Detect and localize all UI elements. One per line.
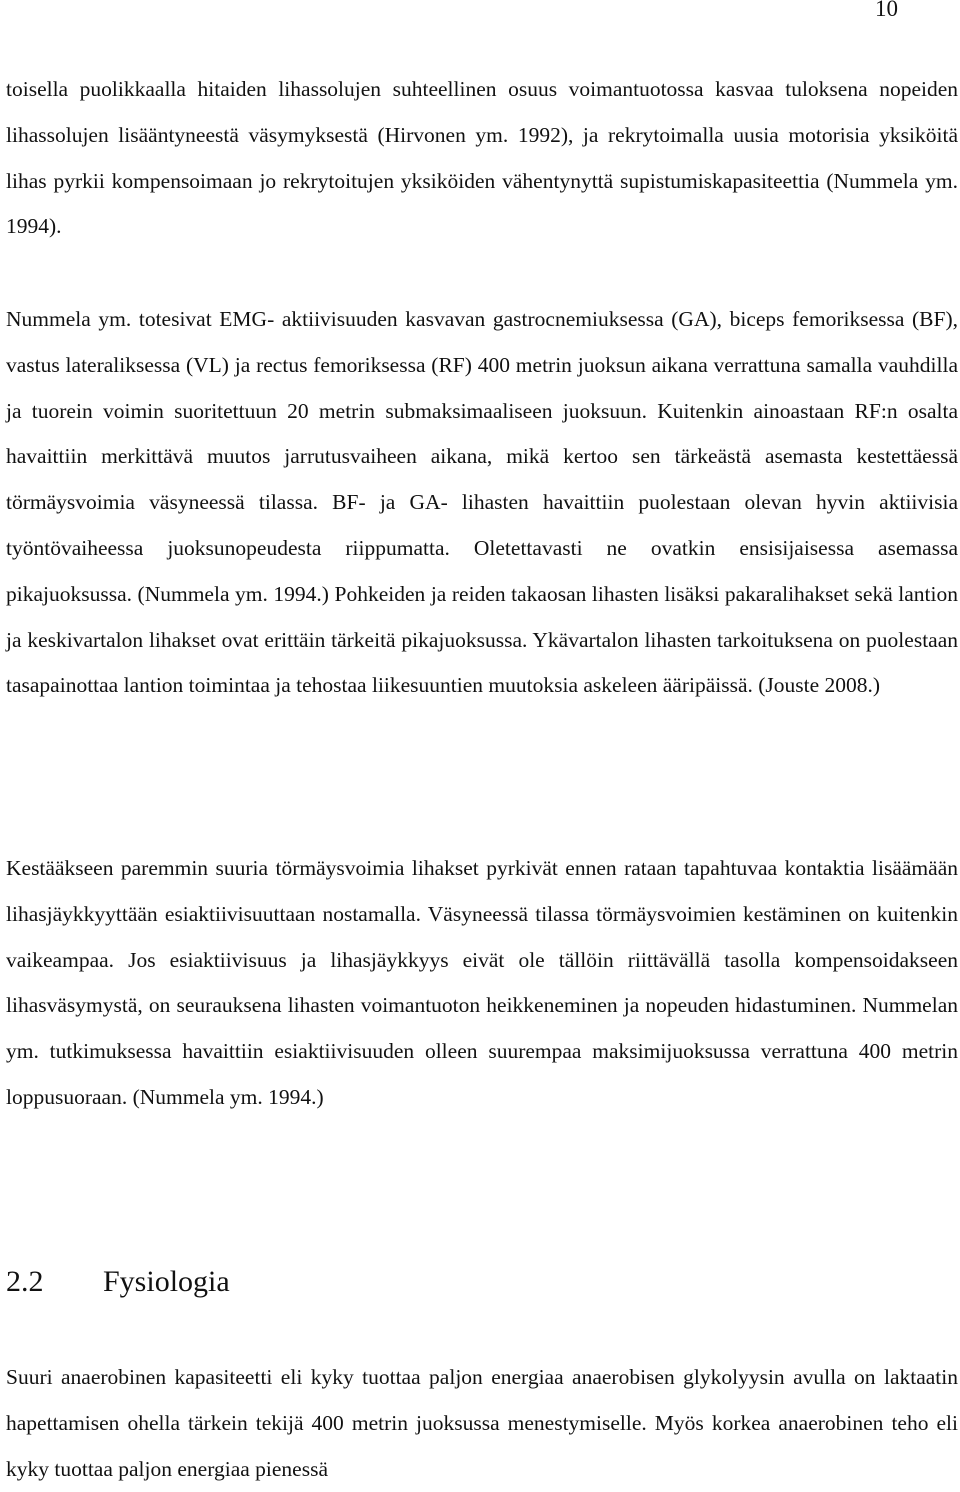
paragraph-impact-forces: Kestääkseen paremmin suuria törmäysvoimia lihakset pyrkivät ennen rataan tapahtuvaa kontaktia lisäämään lihasjäykkyyttään esiaktiivisuuttaan nostamalla. Väsyneessä tilassa törmäysvoimien kestäminen on kuitenkin vaikeampaa. Jos esiaktiivisuus ja lihasjäykkyys eivät ole tällöin riittävällä tasolla kompensoidakseen lihasväsymystä, on seurauksena lihasten voimantuoton heikkeneminen ja nopeuden hidastuminen. Nummelan ym. tutkimuksessa havaittiin esiaktiivisuuden olleen suurempaa maksimijuoksussa verrattuna 400 metrin loppusuoraan. (Nummela ym. 1994.) [6, 856, 958, 1109]
paragraph-anaerobic-capacity: Suuri anaerobinen kapasiteetti eli kyky tuottaa paljon energiaa anaerobisen glykolyysin avulla on laktaatin hapettamisen ohella tärkein tekijä 400 metrin juoksussa menestymiselle. Myös korkea anaerobinen teho eli kyky tuottaa paljon energiaa pienessä [6, 1365, 958, 1481]
section-title: Fysiologia [103, 1265, 230, 1298]
section-number: 2.2 [6, 1265, 44, 1298]
page-number: 10 [875, 0, 898, 21]
section-heading [6, 1260, 230, 1304]
paragraph-emg-activity: Nummela ym. totesivat EMG- aktiivisuuden kasvavan gastrocnemiuksessa (GA), biceps femoriksessa (BF), vastus lateraliksessa (VL) ja rectus femoriksessa (RF) 400 metrin juoksun aikana verrattuna samalla vauhdilla ja tuorein voimin suoritettuun 20 metrin submaksimaaliseen juoksuun. Kuitenkin ainoastaan RF:n osalta havaittiin merkittävä muutos jarrutusvaiheen aikana, mikä kertoo sen tärkeästä asemasta kestettäessä törmäysvoimia väsyneessä tilassa. BF- ja GA- lihasten havaittiin puolestaan olevan hyvin aktiivisia työntövaiheessa juoksunopeudesta riippumatta. Oletettavasti ne ovatkin ensisijaisessa asemassa pikajuoksussa. (Nummela ym. 1994.) Pohkeiden ja reiden takaosan lihasten lisäksi pakaralihakset sekä lantion ja keskivartalon lihakset ovat erittäin tärkeitä pikajuoksussa. Ykävartalon lihasten tarkoituksena on puolestaan tasapainottaa lantion toimintaa ja tehostaa liikesuuntien muutoksia askeleen ääripäissä. (Jouste 2008.) [6, 307, 958, 698]
paragraph-muscle-recruitment: toisella puolikkaalla hitaiden lihassolujen suhteellinen osuus voimantuotossa kasvaa tuloksena nopeiden lihassolujen lisääntyneestä väsymyksestä (Hirvonen ym. 1992), ja rekrytoimalla uusia motorisia yksiköitä lihas pyrkii kompensoimaan jo rekrytoitujen yksiköiden vähentynyttä supistumiskapasiteettia (Nummela ym. 1994). [6, 77, 958, 239]
